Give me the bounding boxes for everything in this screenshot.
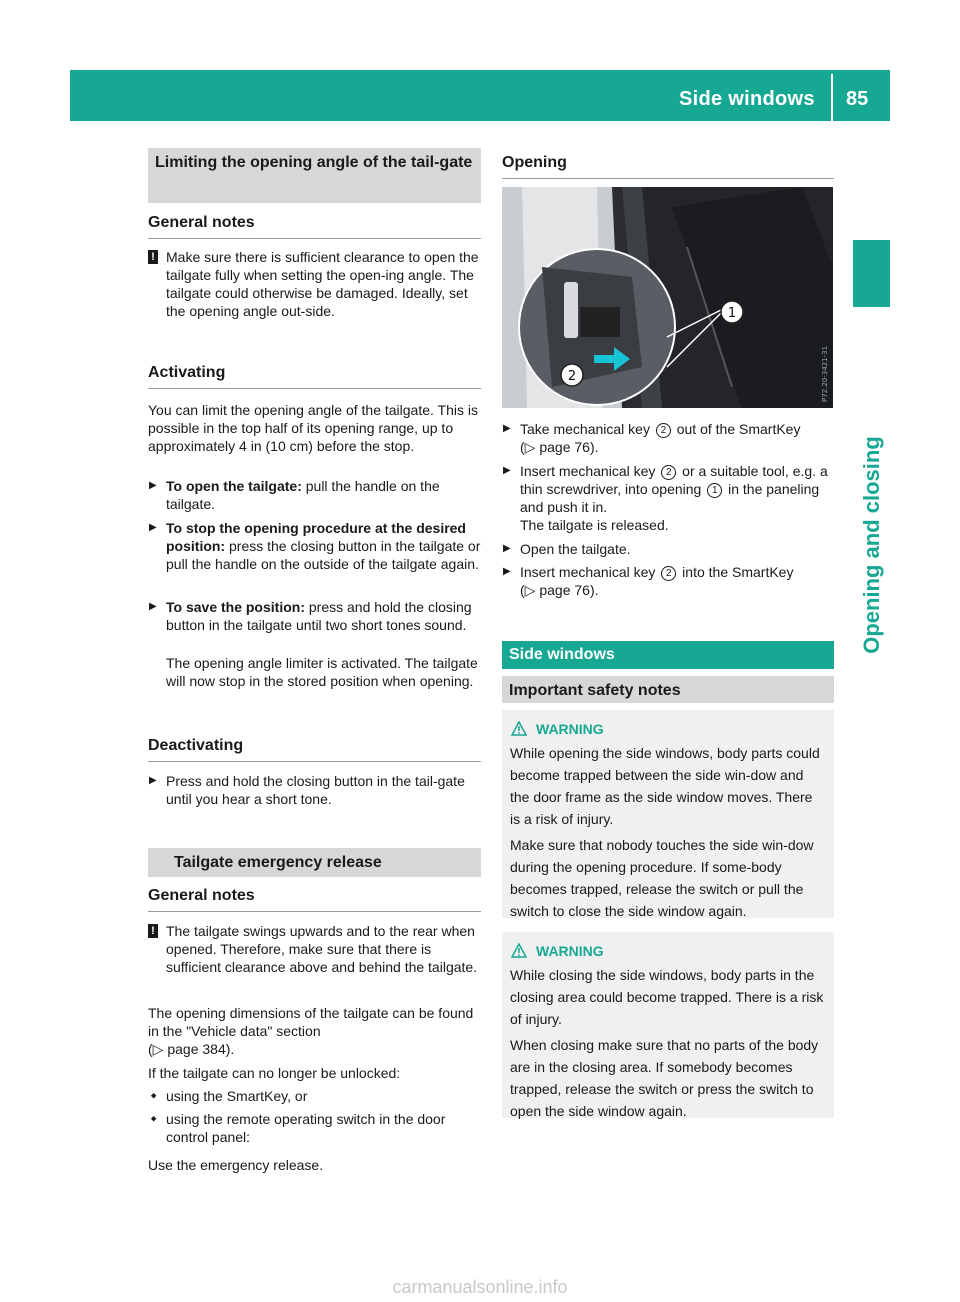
warning-text: Make sure that nobody touches the side win-dow during the opening procedure. If some-body becomes trapped, release the switch or pull the switch to close the side window again. [510, 837, 814, 919]
callout-ref-2: 2 [661, 465, 676, 480]
section-title-emergency: Tailgate emergency release [148, 848, 481, 877]
image-code: P72.20-3421-31 [821, 345, 829, 402]
step-label: To stop the opening procedure at the desired position: [166, 520, 466, 554]
warning-box-opening [502, 710, 834, 918]
step-text: press the closing button in the tailgate or pull the handle on the outside of the tailgate again. [166, 538, 481, 572]
side-tab-marker [853, 240, 890, 307]
callout-ref-2: 2 [661, 566, 676, 581]
list-item: ■ using the SmartKey, or [148, 1087, 481, 1105]
page-ref-link[interactable]: page 384). [167, 1041, 235, 1057]
step-text: into the SmartKey [678, 564, 794, 580]
section-title-limiting: Limiting the opening angle of the tail-gate [148, 148, 481, 203]
warning-text: When closing make sure that no parts of the body are in the closing area. If somebody becomes trapped, release the switch or press the switch to open the side window again. [510, 1037, 819, 1119]
notice-swing [148, 922, 481, 976]
subheading-general-notes-1: General notes [148, 212, 481, 239]
step-take-key: ▶ Take mechanical key 2 out of the SmartKey (▷ page 76). [502, 420, 834, 456]
step-label: To open the tailgate: [166, 478, 302, 494]
page-ref-link[interactable]: page 76). [539, 582, 599, 598]
step-insert-key-back: ▶ Insert mechanical key 2 into the SmartKey (▷ page 76). [502, 563, 834, 599]
notice-swing-text: The tailgate swings upwards and to the rear when opened. Therefore, make sure that there is sufficient clearance above and behind the tailgate. [166, 923, 478, 975]
step-deactivate: ▶ Press and hold the closing button in the tail-gate until you hear a short tone. [148, 772, 481, 808]
callout-2: 2 [567, 369, 577, 384]
side-tab-label: Opening and closing [859, 436, 884, 654]
tailgate-release-photo [502, 187, 833, 408]
use-emergency-text: Use the emergency release. [148, 1157, 324, 1173]
activating-text: You can limit the opening angle of the tailgate. This is possible in the top half of its opening range, up to approximately 4 in (10 cm) before the stop. [148, 402, 478, 454]
warning-label: WARNING [536, 721, 604, 737]
unlock-text: If the tailgate can no longer be unlocked: [148, 1065, 401, 1081]
warning-triangle-icon [511, 943, 527, 958]
step-save-position [148, 598, 481, 634]
step-insert-result: The tailgate is released. [520, 517, 669, 533]
watermark: carmanualsonline.info [392, 1277, 568, 1297]
step-save-result: The opening angle limiter is activated. The tailgate will now stop in the stored position when opening. [166, 655, 478, 689]
callout-ref-1: 1 [707, 483, 722, 498]
step-insert-key [502, 462, 834, 516]
dimensions-body: The opening dimensions of the tailgate can be found in the "Vehicle data" section [148, 1005, 474, 1039]
header-divider [831, 74, 833, 121]
subheading-general-notes-2: General notes [148, 885, 481, 912]
page-header-title: Side windows [679, 88, 815, 110]
step-text: press and hold the closing button in the tailgate until two short tones sound. [166, 599, 472, 633]
warning-triangle-icon [511, 721, 527, 736]
page-ref-arrow-icon: ▷ [524, 439, 536, 455]
step-text: or a suitable tool, e.g. a thin screwdriver, into opening [520, 463, 828, 497]
subheading-activating: Activating [148, 362, 481, 389]
step-open-tailgate [148, 477, 481, 513]
list-item: ■ using the remote operating switch in the door control panel: [148, 1110, 481, 1146]
exclamation-icon: ! [148, 924, 158, 938]
page-ref-arrow-icon: ▷ [152, 1041, 164, 1057]
step-text: Take mechanical key [520, 421, 654, 437]
page-ref-link[interactable]: page 76). [539, 439, 599, 455]
notice-clearance-text: Make sure there is sufficient clearance to open the tailgate fully when setting the open-ing angle. The tailgate could otherwise be damaged. Ideally, set the opening angle out-side. [166, 249, 479, 319]
callout-ref-2: 2 [656, 423, 671, 438]
section-title-safety-notes: Important safety notes [502, 676, 834, 703]
page-ref-arrow-icon: ▷ [524, 582, 536, 598]
step-text: pull the handle on the tailgate. [166, 478, 440, 512]
step-text: Insert mechanical key [520, 564, 660, 580]
exclamation-icon: ! [148, 250, 158, 264]
step-open-tailgate-2: ▶ Open the tailgate. [502, 540, 834, 558]
subheading-deactivating: Deactivating [148, 735, 481, 762]
step-text: Insert mechanical key [520, 463, 660, 479]
page-number: 85 [846, 88, 869, 110]
warning-text: While opening the side windows, body parts could become trapped between the side win-dow and the door frame as the side window moves. There is a risk of injury. [510, 745, 820, 827]
section-title-side-windows: Side windows [502, 641, 834, 669]
dimensions-text: The opening dimensions of the tailgate can be found in the "Vehicle data" section (▷ page 384). [148, 1005, 474, 1057]
step-label: To save the position: [166, 599, 305, 615]
step-text: out of the SmartKey [672, 421, 801, 437]
subheading-opening: Opening [502, 152, 834, 179]
callout-1: 1 [727, 306, 737, 321]
step-text: in the paneling and push it in. [520, 481, 820, 515]
warning-label: WARNING [536, 943, 604, 959]
warning-box-closing [502, 932, 834, 1118]
notice-clearance [148, 248, 481, 320]
warning-text: While closing the side windows, body parts in the closing area could become trapped. There is a risk of injury. [510, 967, 824, 1027]
step-stop-opening [148, 519, 481, 573]
